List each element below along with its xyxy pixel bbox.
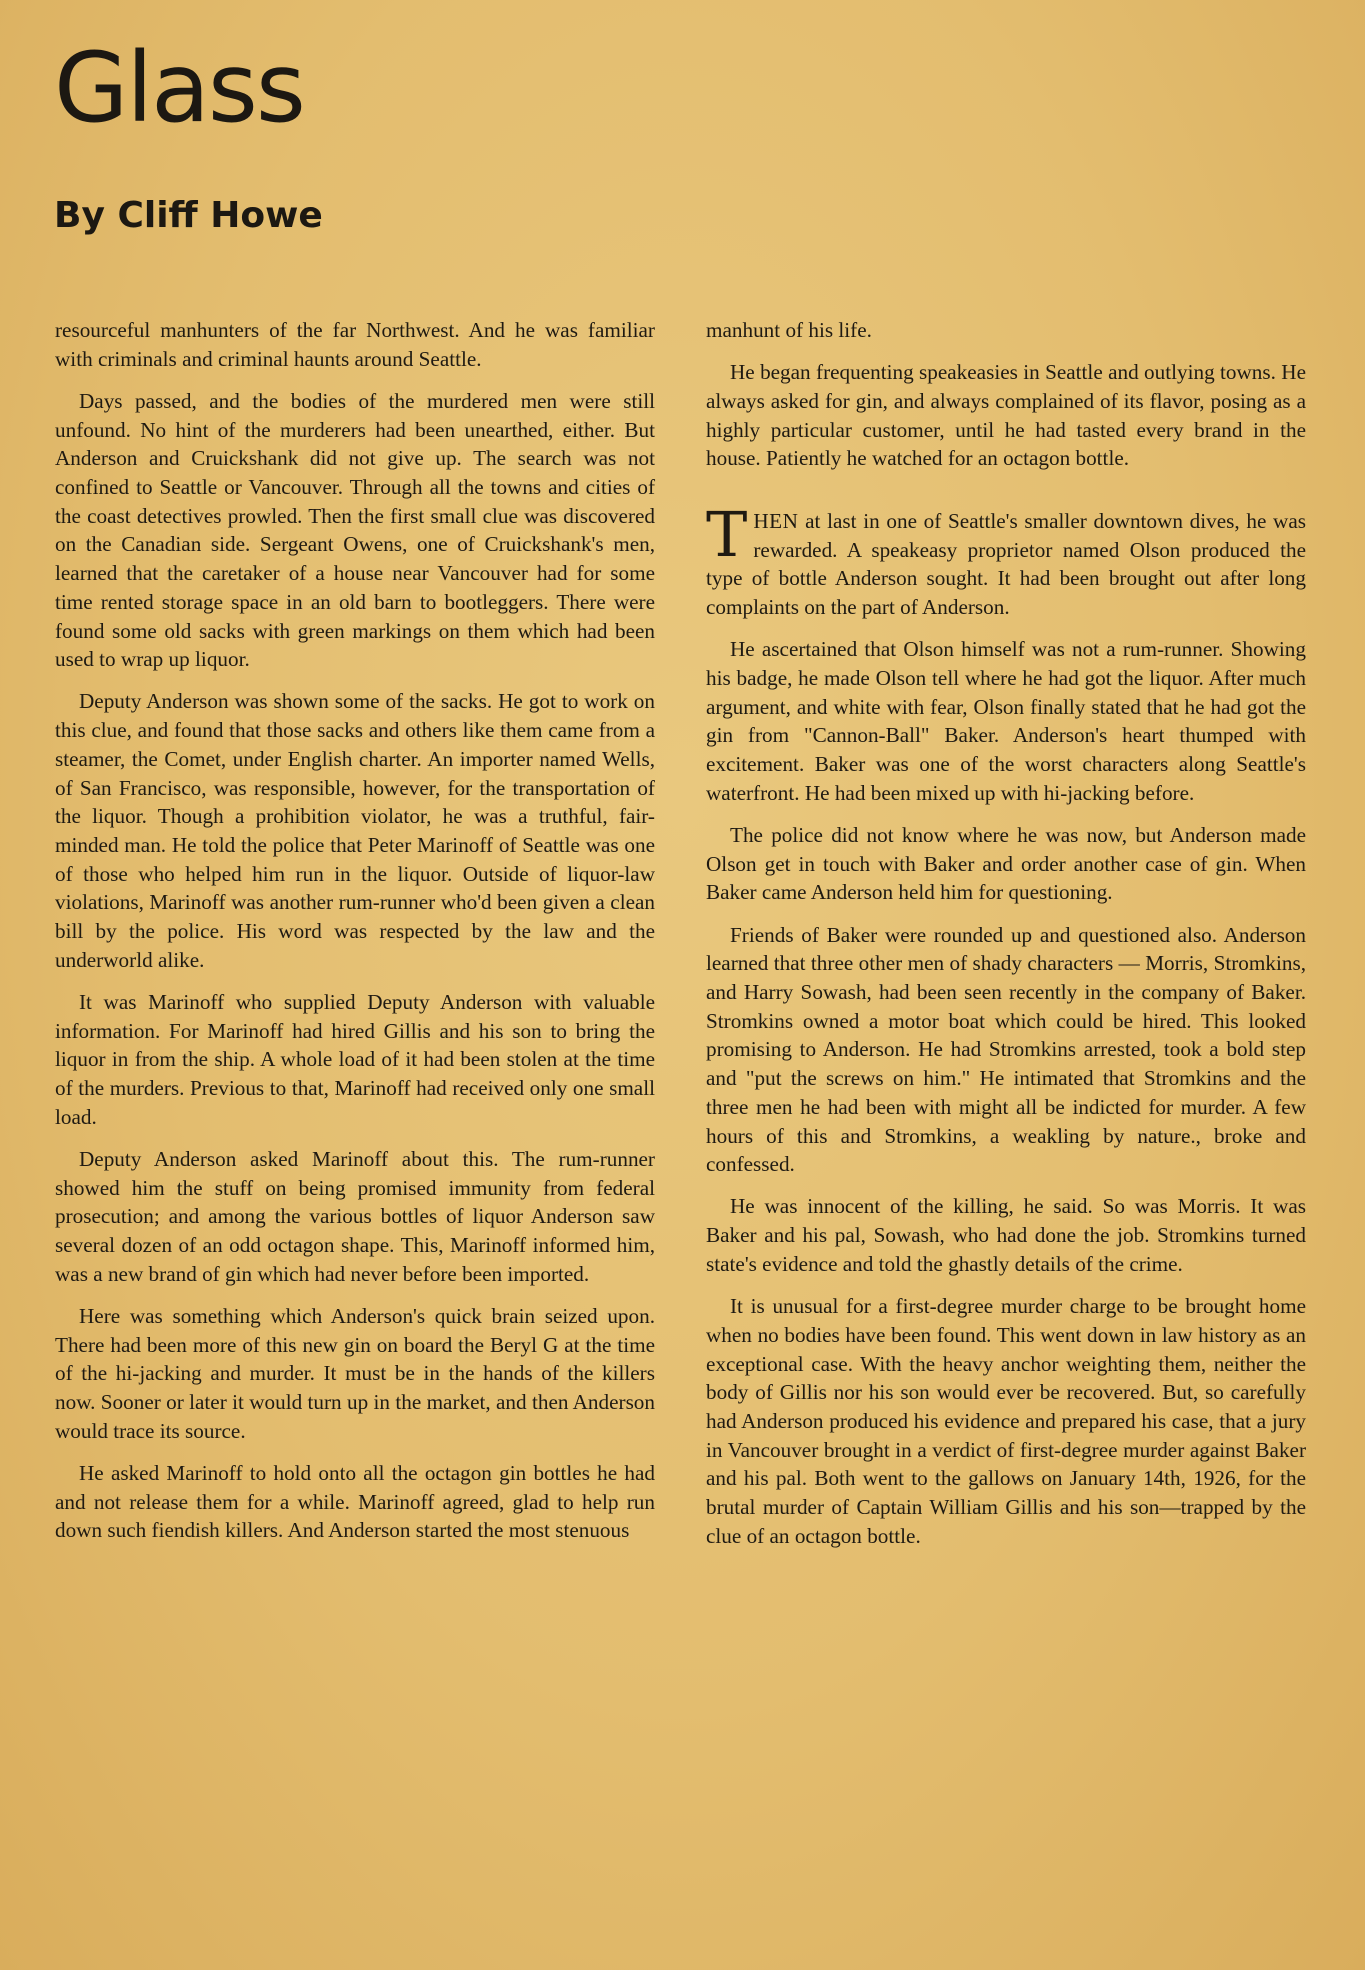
paragraph: He began frequenting speakeasies in Seattle and outlying towns. He always asked for gin, and always complained of its flavor, posing as a highly particular customer, until he had tasted every brand in the house. Patiently he watched for an octagon bottle. <box>706 360 1306 471</box>
paragraph: manhunt of his life. <box>706 318 872 342</box>
lead-text: at last in one of Seattle's smaller downtown dives, he was rewarded. A speakeasy proprietor named Olson produced the type of bottle Anderson sought. It had been brought out after long complaints on the part of Anderson. <box>706 509 1306 620</box>
paragraph: He was innocent of the killing, he said. So was Morris. It was Baker and his pal, Sowash, who had done the job. Stromkins turned state's evidence and told the ghastly details of the crime. <box>706 1194 1306 1276</box>
drop-cap-rest: HEN <box>753 509 799 534</box>
section-lead-paragraph <box>706 498 1306 622</box>
paragraph: Deputy Anderson asked Marinoff about this. The rum-runner showed him the stuff on being promised immunity from federal prosecution; and among the various bottles of liquor Anderson saw several dozen of an odd octagon shape. This, Marinoff informed him, was a new brand of gin which had never before been imported. <box>55 1146 655 1286</box>
paragraph: He ascertained that Olson himself was not a rum-runner. Showing his badge, he made Olson tell where he had got the liquor. After much argument, and white with fear, Olson finally stated that he had got the gin from "Cannon-Ball" Baker. Anderson's heart thumped with excitement. Baker was one of the worst characters along Seattle's waterfront. He had been mixed up with hi-jacking before. <box>706 637 1306 805</box>
paragraph: He asked Marinoff to hold onto all the octagon gin bottles he had and not release them for a while. Marinoff agreed, glad to help run down such fiendish killers. And Anderson started the most stenuous <box>55 1461 655 1543</box>
story-title: Glass <box>54 32 304 144</box>
paragraph: Friends of Baker were rounded up and questioned also. Anderson learned that three other men of shady characters — Morris, Stromkins, and Harry Sowash, had been seen recently in the company of Baker. Stromkins owned a motor boat which could be hired. This looked promising to Anderson. He had Stromkins arrested, took a bold step and "put the screws on him." He intimated that Stromkins and the three men he had been with might all be indicted for murder. A few hours of this and Stromkins, a weakling by nature., broke and confessed. <box>706 922 1306 1177</box>
left-column <box>55 316 655 1559</box>
drop-cap: T <box>706 498 748 572</box>
paragraph: Days passed, and the bodies of the murdered men were still unfound. No hint of the murderers had been unearthed, either. But Anderson and Cruickshank did not give up. The search was not confined to Seattle or Vancouver. Through all the towns and cities of the coast detectives prowled. Then the first small clue was discovered on the Canadian side. Sergeant Owens, one of Cruickshank's men, learned that the caretaker of a house near Vancouver had for some time rented storage space in an old barn to bootleggers. There were found some old sacks with green markings on them which had been used to wrap up liquor. <box>55 388 655 672</box>
byline: By Cliff Howe <box>54 195 323 236</box>
paragraph: Deputy Anderson was shown some of the sacks. He got to work on this clue, and found that those sacks and others like them came from a steamer, the Comet, under English charter. An importer named Wells, of San Francisco, was responsible, however, for the transportation of the liquor. Though a prohibition violator, he was a truthful, fair-minded man. He told the police that Peter Marinoff of Seattle was one of those who helped him run in the liquor. Outside of liquor-law violations, Marinoff was another rum-runner who'd been given a clean bill by the police. His word was respected by the law and the underworld alike. <box>55 689 655 972</box>
paragraph: The police did not know where he was now, but Anderson made Olson get in touch with Baker and order another case of gin. When Baker came Anderson held him for questioning. <box>706 823 1306 905</box>
paragraph: It is unusual for a first-degree murder charge to be brought home when no bodies have been found. This went down in law history as an exceptional case. With the heavy anchor weighting them, neither the body of Gillis nor his son would ever be recovered. But, so carefully had Anderson produced his evidence and prepared his case, that a jury in Vancouver brought in a verdict of first-degree murder against Baker and his pal. Both went to the gallows on January 14th, 1926, for the brutal murder of Captain William Gillis and his son—trapped by the clue of an octagon bottle. <box>706 1294 1306 1548</box>
paragraph: resourceful manhunters of the far Northwest. And he was familiar with criminals and criminal haunts around Seattle. <box>55 318 655 371</box>
paragraph: It was Marinoff who supplied Deputy Anderson with valuable information. For Marinoff had hired Gillis and his son to bring the liquor in from the ship. A whole load of it had been stolen at the time of the murders. Previous to that, Marinoff had received only one small load. <box>55 989 655 1129</box>
right-column <box>706 316 1306 1564</box>
paragraph: Here was something which Anderson's quick brain seized upon. There had been more of this new gin on board the Beryl G at the time of the hi-jacking and murder. It must be in the hands of the killers now. Sooner or later it would turn up in the market, and then Anderson would trace its source. <box>55 1304 655 1443</box>
